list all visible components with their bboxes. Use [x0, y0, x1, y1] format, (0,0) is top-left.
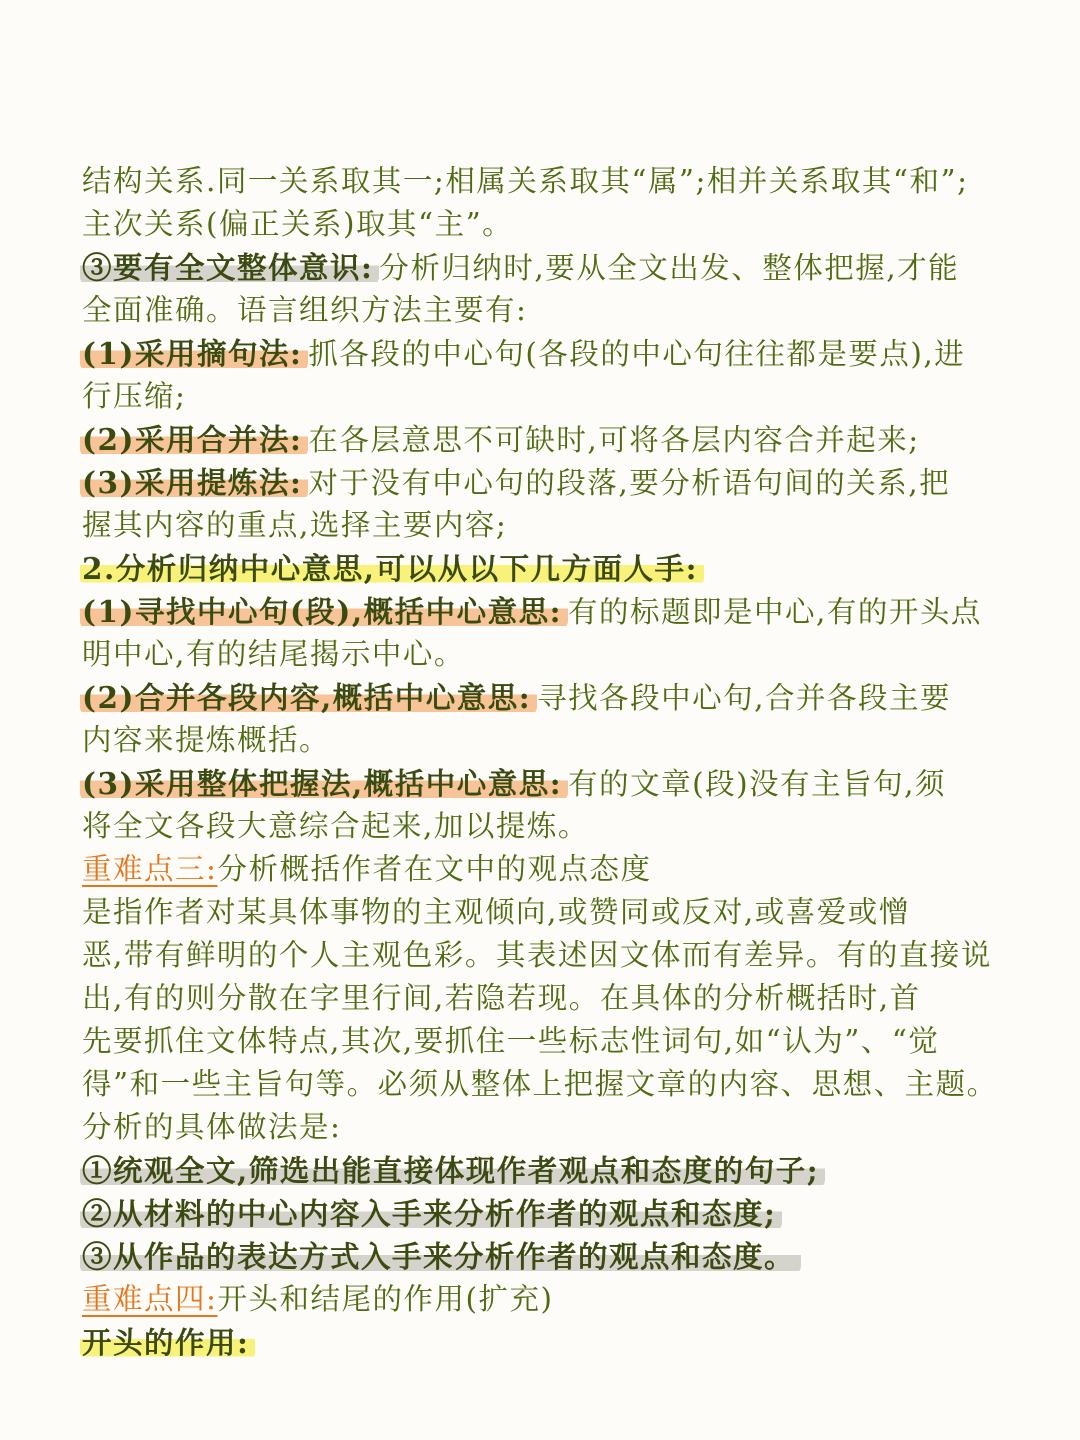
text-line: 重难点四:开头和结尾的作用(扩充): [82, 1282, 554, 1316]
highlighted-key-phrase: (2)合并各段内容,概括中心意思:: [80, 680, 537, 715]
text-line: 主次关系(偏正关系)取其“主”。: [82, 207, 514, 241]
section-heading: 重难点三:: [82, 852, 218, 886]
text-line: 全面准确。语言组织方法主要有:: [82, 293, 528, 327]
text-line: [82, 547, 1032, 590]
text-line: 得”和一些主旨句等。必须从整体上把握文章的内容、思想、主题。: [82, 1067, 998, 1101]
highlighted-key-phrase: (2)采用合并法:: [80, 422, 308, 457]
text-line: 行压缩;: [82, 379, 187, 413]
highlighted-key-phrase: (1)采用摘句法:: [80, 336, 308, 371]
text-line: 将全文各段大意综合起来,加以提炼。: [82, 809, 589, 843]
highlighted-key-phrase: (3)采用提炼法:: [80, 465, 308, 500]
highlighted-key-phrase: (1)寻找中心句(段),概括中心意思:: [80, 594, 568, 629]
text-line: 握其内容的重点,选择主要内容;: [82, 508, 508, 542]
text-line: [82, 1149, 1032, 1192]
text-line: 出,有的则分散在字里行间,若隐若现。在具体的分析概括时,首: [82, 981, 921, 1015]
highlighted-key-phrase: ②从材料的中心内容入手来分析作者的观点和态度;: [80, 1196, 782, 1231]
text-line: (2)采用合并法: 在各层意思不可缺时,可将各层内容合并起来;: [82, 422, 920, 457]
highlighted-key-phrase: (3)采用整体把握法,概括中心意思:: [80, 766, 568, 801]
text-line: 结构关系.同一关系取其一;相属关系取其“属”;相并关系取其“和”;: [82, 164, 969, 198]
notes-page: [82, 160, 1032, 1364]
text-line: (1)采用摘句法: 抓各段的中心句(各段的中心句往往都是要点),进: [82, 336, 966, 371]
section-heading: 重难点四:: [82, 1282, 218, 1316]
highlighted-section-title: 2.分析归纳中心意思,可以从以下几方面人手:: [80, 551, 704, 586]
text-line: 重难点三:分析概括作者在文中的观点态度: [82, 852, 652, 886]
text-line: 是指作者对某具体事物的主观倾向,或赞同或反对,或喜爱或憎: [82, 895, 910, 929]
text-line: (1)寻找中心句(段),概括中心意思: 有的标题即是中心,有的开头点: [82, 594, 982, 629]
text-line: [82, 1321, 1032, 1364]
text-line: 先要抓住文体特点,其次,要抓住一些标志性词句,如“认为”、“觉: [82, 1024, 940, 1058]
text-line: ③要有全文整体意识: 分析归纳时,要从全文出发、整体把握,才能: [82, 250, 960, 285]
text-line: [82, 1235, 1032, 1278]
text-line: 内容来提炼概括。: [82, 723, 331, 757]
highlighted-section-title: 开头的作用:: [80, 1325, 255, 1360]
text-line: (2)合并各段内容,概括中心意思: 寻找各段中心句,合并各段主要: [82, 680, 951, 715]
text-line: [82, 1192, 1032, 1235]
highlighted-key-phrase: ③从作品的表达方式入手来分析作者的观点和态度。: [80, 1239, 801, 1274]
text-line: 恶,带有鲜明的个人主观色彩。其表述因文体而有差异。有的直接说: [82, 938, 992, 972]
text-line: (3)采用整体把握法,概括中心意思: 有的文章(段)没有主旨句,须: [82, 766, 947, 801]
text-line: (3)采用提炼法: 对于没有中心句的段落,要分析语句间的关系,把: [82, 465, 951, 500]
highlighted-key-phrase: ①统观全文,筛选出能直接体现作者观点和态度的句子;: [80, 1153, 825, 1188]
highlighted-key-phrase: ③要有全文整体意识:: [80, 250, 379, 285]
text-line: 明中心,有的结尾揭示中心。: [82, 637, 465, 671]
text-line: 分析的具体做法是:: [82, 1110, 342, 1144]
